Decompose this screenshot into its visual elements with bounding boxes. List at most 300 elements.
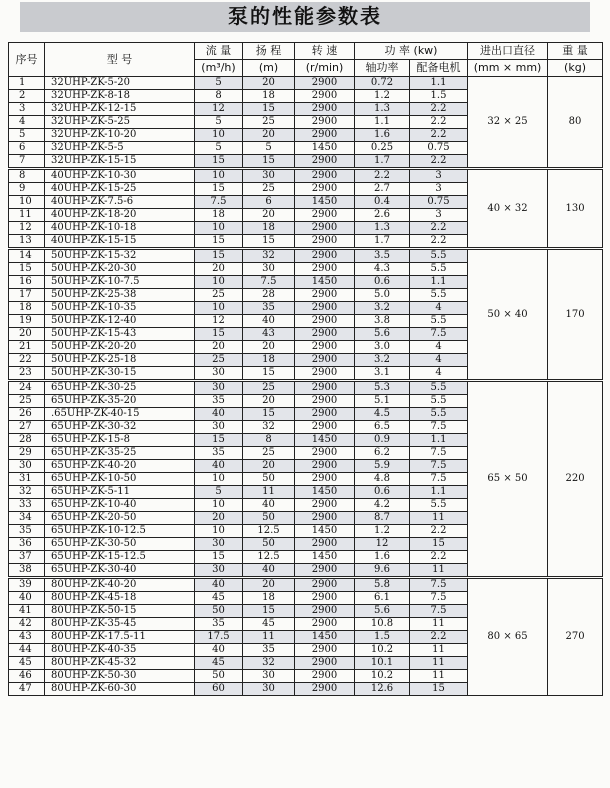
row-number: 42 — [9, 618, 45, 631]
shaft-power-value: 10.2 — [355, 670, 410, 683]
model-name: 50UHP-ZK-10-7.5 — [45, 276, 195, 289]
head-value: 40 — [243, 564, 295, 578]
speed-value: 2900 — [295, 302, 355, 315]
row-number: 8 — [9, 169, 45, 183]
header-shaft-power: 轴功率 — [355, 60, 410, 77]
flow-value: 20 — [195, 263, 243, 276]
model-name: 80UHP-ZK-50-15 — [45, 605, 195, 618]
table-row — [9, 381, 603, 395]
model-name: 50UHP-ZK-25-18 — [45, 354, 195, 367]
motor-power-value: 5.5 — [410, 289, 468, 302]
row-number: 34 — [9, 512, 45, 525]
shaft-power-value: 10.1 — [355, 657, 410, 670]
motor-power-value: 1.1 — [410, 486, 468, 499]
model-name: 40UHP-ZK-15-25 — [45, 183, 195, 196]
motor-power-value: 0.75 — [410, 142, 468, 155]
shaft-power-value: 3.2 — [355, 354, 410, 367]
speed-value: 2900 — [295, 578, 355, 592]
flow-value: 30 — [195, 367, 243, 381]
motor-power-value: 2.2 — [410, 551, 468, 564]
motor-power-value: 2.2 — [410, 103, 468, 116]
flow-value: 60 — [195, 683, 243, 696]
speed-value: 2900 — [295, 421, 355, 434]
head-value: 18 — [243, 592, 295, 605]
header-weight: 重 量 — [548, 43, 603, 60]
flow-value: 10 — [195, 302, 243, 315]
model-name: 40UHP-ZK-10-18 — [45, 222, 195, 235]
row-number: 13 — [9, 235, 45, 249]
shaft-power-value: 5.6 — [355, 605, 410, 618]
head-value: 35 — [243, 302, 295, 315]
motor-power-value: 3 — [410, 183, 468, 196]
motor-power-value: 3 — [410, 169, 468, 183]
speed-value: 1450 — [295, 551, 355, 564]
flow-value: 15 — [195, 155, 243, 169]
row-number: 9 — [9, 183, 45, 196]
speed-value: 2900 — [295, 235, 355, 249]
head-value: 35 — [243, 644, 295, 657]
model-name: 65UHP-ZK-10-40 — [45, 499, 195, 512]
flow-value: 10 — [195, 499, 243, 512]
motor-power-value: 1.1 — [410, 434, 468, 447]
flow-value: 50 — [195, 605, 243, 618]
speed-value: 1450 — [295, 142, 355, 155]
motor-power-value: 1.5 — [410, 90, 468, 103]
speed-value: 2900 — [295, 354, 355, 367]
flow-value: 30 — [195, 564, 243, 578]
pump-parameter-table — [8, 42, 603, 696]
row-number: 18 — [9, 302, 45, 315]
head-value: 18 — [243, 354, 295, 367]
head-value: 20 — [243, 460, 295, 473]
motor-power-value: 2.2 — [410, 525, 468, 538]
shaft-power-value: 0.25 — [355, 142, 410, 155]
motor-power-value: 2.2 — [410, 129, 468, 142]
speed-value: 2900 — [295, 538, 355, 551]
flow-value: 10 — [195, 525, 243, 538]
header-flow: 流 量 — [195, 43, 243, 60]
motor-power-value: 11 — [410, 564, 468, 578]
model-name: 50UHP-ZK-25-38 — [45, 289, 195, 302]
head-value: 20 — [243, 77, 295, 90]
speed-value: 2900 — [295, 683, 355, 696]
speed-value: 2900 — [295, 263, 355, 276]
speed-value: 1450 — [295, 486, 355, 499]
shaft-power-value: 1.6 — [355, 129, 410, 142]
head-value: 32 — [243, 657, 295, 670]
model-name: .65UHP-ZK-40-15 — [45, 408, 195, 421]
motor-power-value: 5.5 — [410, 249, 468, 263]
flow-value: 15 — [195, 249, 243, 263]
shaft-power-value: 12.6 — [355, 683, 410, 696]
shaft-power-value: 5.6 — [355, 328, 410, 341]
speed-value: 2900 — [295, 447, 355, 460]
flow-value: 50 — [195, 670, 243, 683]
speed-value: 1450 — [295, 196, 355, 209]
head-value: 20 — [243, 209, 295, 222]
table-row — [9, 169, 603, 183]
flow-value: 12 — [195, 315, 243, 328]
diameter-cell: 80 × 65 — [468, 578, 548, 696]
shaft-power-value: 1.5 — [355, 631, 410, 644]
row-number: 43 — [9, 631, 45, 644]
row-number: 14 — [9, 249, 45, 263]
shaft-power-value: 6.2 — [355, 447, 410, 460]
speed-value: 2900 — [295, 341, 355, 354]
flow-value: 35 — [195, 395, 243, 408]
speed-value: 2900 — [295, 155, 355, 169]
speed-value: 2900 — [295, 209, 355, 222]
model-name: 40UHP-ZK-15-15 — [45, 235, 195, 249]
model-name: 40UHP-ZK-18-20 — [45, 209, 195, 222]
shaft-power-value: 0.6 — [355, 486, 410, 499]
motor-power-value: 5.5 — [410, 381, 468, 395]
row-number: 29 — [9, 447, 45, 460]
flow-value: 40 — [195, 460, 243, 473]
row-number: 38 — [9, 564, 45, 578]
speed-value: 2900 — [295, 460, 355, 473]
model-name: 50UHP-ZK-20-20 — [45, 341, 195, 354]
shaft-power-value: 8.7 — [355, 512, 410, 525]
diameter-cell: 50 × 40 — [468, 249, 548, 381]
head-value: 6 — [243, 196, 295, 209]
model-name: 65UHP-ZK-15-8 — [45, 434, 195, 447]
shaft-power-value: 10.2 — [355, 644, 410, 657]
model-name: 65UHP-ZK-20-50 — [45, 512, 195, 525]
head-value: 30 — [243, 169, 295, 183]
weight-cell: 130 — [548, 169, 603, 249]
speed-value: 2900 — [295, 564, 355, 578]
head-value: 40 — [243, 315, 295, 328]
head-value: 15 — [243, 367, 295, 381]
speed-value: 2900 — [295, 657, 355, 670]
table-row — [9, 578, 603, 592]
motor-power-value: 11 — [410, 618, 468, 631]
model-name: 50UHP-ZK-10-35 — [45, 302, 195, 315]
shaft-power-value: 5.0 — [355, 289, 410, 302]
model-name: 80UHP-ZK-40-35 — [45, 644, 195, 657]
speed-value: 2900 — [295, 289, 355, 302]
row-number: 2 — [9, 90, 45, 103]
shaft-power-value: 4.2 — [355, 499, 410, 512]
diameter-cell: 40 × 32 — [468, 169, 548, 249]
row-number: 27 — [9, 421, 45, 434]
motor-power-value: 7.5 — [410, 578, 468, 592]
speed-value: 2900 — [295, 395, 355, 408]
head-value: 32 — [243, 249, 295, 263]
header-head-unit: (m) — [243, 60, 295, 77]
head-value: 12.5 — [243, 551, 295, 564]
flow-value: 30 — [195, 538, 243, 551]
flow-value: 40 — [195, 408, 243, 421]
head-value: 25 — [243, 381, 295, 395]
motor-power-value: 7.5 — [410, 421, 468, 434]
shaft-power-value: 6.1 — [355, 592, 410, 605]
motor-power-value: 7.5 — [410, 447, 468, 460]
shaft-power-value: 5.9 — [355, 460, 410, 473]
shaft-power-value: 5.3 — [355, 381, 410, 395]
row-number: 31 — [9, 473, 45, 486]
flow-value: 15 — [195, 183, 243, 196]
row-number: 47 — [9, 683, 45, 696]
shaft-power-value: 1.2 — [355, 525, 410, 538]
speed-value: 2900 — [295, 473, 355, 486]
model-name: 32UHP-ZK-10-20 — [45, 129, 195, 142]
motor-power-value: 7.5 — [410, 460, 468, 473]
model-name: 50UHP-ZK-15-32 — [45, 249, 195, 263]
speed-value: 2900 — [295, 116, 355, 129]
model-name: 32UHP-ZK-12-15 — [45, 103, 195, 116]
speed-value: 2900 — [295, 499, 355, 512]
head-value: 15 — [243, 408, 295, 421]
model-name: 80UHP-ZK-45-18 — [45, 592, 195, 605]
flow-value: 18 — [195, 209, 243, 222]
head-value: 20 — [243, 341, 295, 354]
model-name: 32UHP-ZK-5-5 — [45, 142, 195, 155]
shaft-power-value: 4.3 — [355, 263, 410, 276]
model-name: 80UHP-ZK-17.5-11 — [45, 631, 195, 644]
header-weight-unit: (kg) — [548, 60, 603, 77]
row-number: 12 — [9, 222, 45, 235]
speed-value: 2900 — [295, 129, 355, 142]
head-value: 25 — [243, 447, 295, 460]
row-number: 23 — [9, 367, 45, 381]
row-number: 46 — [9, 670, 45, 683]
flow-value: 10 — [195, 129, 243, 142]
model-name: 65UHP-ZK-30-50 — [45, 538, 195, 551]
motor-power-value: 4 — [410, 367, 468, 381]
motor-power-value: 7.5 — [410, 473, 468, 486]
head-value: 40 — [243, 499, 295, 512]
head-value: 50 — [243, 473, 295, 486]
row-number: 16 — [9, 276, 45, 289]
flow-value: 45 — [195, 657, 243, 670]
head-value: 25 — [243, 116, 295, 129]
model-name: 40UHP-ZK-10-30 — [45, 169, 195, 183]
row-number: 45 — [9, 657, 45, 670]
header-motor-power: 配备电机 — [410, 60, 468, 77]
weight-cell: 170 — [548, 249, 603, 381]
shaft-power-value: 5.8 — [355, 578, 410, 592]
shaft-power-value: 3.2 — [355, 302, 410, 315]
speed-value: 2900 — [295, 618, 355, 631]
flow-value: 5 — [195, 142, 243, 155]
head-value: 15 — [243, 235, 295, 249]
model-name: 32UHP-ZK-5-25 — [45, 116, 195, 129]
row-number: 44 — [9, 644, 45, 657]
shaft-power-value: 1.6 — [355, 551, 410, 564]
speed-value: 2900 — [295, 90, 355, 103]
flow-value: 20 — [195, 341, 243, 354]
model-name: 65UHP-ZK-15-12.5 — [45, 551, 195, 564]
model-name: 80UHP-ZK-40-20 — [45, 578, 195, 592]
model-name: 65UHP-ZK-5-11 — [45, 486, 195, 499]
motor-power-value: 15 — [410, 683, 468, 696]
motor-power-value: 11 — [410, 644, 468, 657]
model-name: 65UHP-ZK-10-12.5 — [45, 525, 195, 538]
motor-power-value: 2.2 — [410, 631, 468, 644]
flow-value: 10 — [195, 473, 243, 486]
speed-value: 2900 — [295, 605, 355, 618]
flow-value: 15 — [195, 434, 243, 447]
header-speed: 转 速 — [295, 43, 355, 60]
diameter-cell: 32 × 25 — [468, 77, 548, 169]
model-name: 80UHP-ZK-60-30 — [45, 683, 195, 696]
shaft-power-value: 12 — [355, 538, 410, 551]
flow-value: 5 — [195, 77, 243, 90]
head-value: 15 — [243, 155, 295, 169]
shaft-power-value: 1.2 — [355, 90, 410, 103]
header-no: 序号 — [9, 43, 45, 77]
flow-value: 12 — [195, 103, 243, 116]
row-number: 26 — [9, 408, 45, 421]
motor-power-value: 2.2 — [410, 235, 468, 249]
table-row — [9, 249, 603, 263]
model-name: 80UHP-ZK-45-32 — [45, 657, 195, 670]
head-value: 18 — [243, 222, 295, 235]
motor-power-value: 7.5 — [410, 328, 468, 341]
speed-value: 2900 — [295, 670, 355, 683]
model-name: 65UHP-ZK-30-40 — [45, 564, 195, 578]
model-name: 50UHP-ZK-15-43 — [45, 328, 195, 341]
head-value: 5 — [243, 142, 295, 155]
row-number: 1 — [9, 77, 45, 90]
header-diameter: 进出口直径 — [468, 43, 548, 60]
row-number: 17 — [9, 289, 45, 302]
row-number: 19 — [9, 315, 45, 328]
model-name: 32UHP-ZK-15-15 — [45, 155, 195, 169]
motor-power-value: 2.2 — [410, 116, 468, 129]
speed-value: 1450 — [295, 276, 355, 289]
flow-value: 5 — [195, 116, 243, 129]
diameter-cell: 65 × 50 — [468, 381, 548, 578]
shaft-power-value: 4.5 — [355, 408, 410, 421]
flow-value: 5 — [195, 486, 243, 499]
speed-value: 2900 — [295, 249, 355, 263]
shaft-power-value: 3.1 — [355, 367, 410, 381]
header-flow-unit: (m³/h) — [195, 60, 243, 77]
flow-value: 30 — [195, 421, 243, 434]
motor-power-value: 7.5 — [410, 605, 468, 618]
speed-value: 2900 — [295, 381, 355, 395]
shaft-power-value: 6.5 — [355, 421, 410, 434]
model-name: 50UHP-ZK-20-30 — [45, 263, 195, 276]
model-name: 50UHP-ZK-12-40 — [45, 315, 195, 328]
flow-value: 35 — [195, 447, 243, 460]
row-number: 37 — [9, 551, 45, 564]
model-name: 65UHP-ZK-10-50 — [45, 473, 195, 486]
head-value: 30 — [243, 683, 295, 696]
row-number: 35 — [9, 525, 45, 538]
shaft-power-value: 5.1 — [355, 395, 410, 408]
speed-value: 2900 — [295, 77, 355, 90]
motor-power-value: 15 — [410, 538, 468, 551]
head-value: 15 — [243, 103, 295, 116]
motor-power-value: 4 — [410, 341, 468, 354]
row-number: 21 — [9, 341, 45, 354]
motor-power-value: 11 — [410, 512, 468, 525]
speed-value: 2900 — [295, 644, 355, 657]
flow-value: 40 — [195, 578, 243, 592]
speed-value: 2900 — [295, 512, 355, 525]
table-row — [9, 77, 603, 90]
head-value: 28 — [243, 289, 295, 302]
speed-value: 1450 — [295, 525, 355, 538]
motor-power-value: 1.1 — [410, 276, 468, 289]
row-number: 39 — [9, 578, 45, 592]
flow-value: 10 — [195, 276, 243, 289]
model-name: 32UHP-ZK-8-18 — [45, 90, 195, 103]
motor-power-value: 2.2 — [410, 222, 468, 235]
header-power: 功 率 (kw) — [355, 43, 468, 60]
row-number: 40 — [9, 592, 45, 605]
shaft-power-value: 2.6 — [355, 209, 410, 222]
motor-power-value: 7.5 — [410, 592, 468, 605]
head-value: 15 — [243, 605, 295, 618]
flow-value: 20 — [195, 512, 243, 525]
head-value: 50 — [243, 538, 295, 551]
speed-value: 2900 — [295, 169, 355, 183]
shaft-power-value: 1.7 — [355, 155, 410, 169]
weight-cell: 80 — [548, 77, 603, 169]
row-number: 5 — [9, 129, 45, 142]
head-value: 11 — [243, 486, 295, 499]
motor-power-value: 5.5 — [410, 263, 468, 276]
shaft-power-value: 0.6 — [355, 276, 410, 289]
shaft-power-value: 9.6 — [355, 564, 410, 578]
head-value: 30 — [243, 670, 295, 683]
shaft-power-value: 0.9 — [355, 434, 410, 447]
row-number: 36 — [9, 538, 45, 551]
speed-value: 2900 — [295, 315, 355, 328]
motor-power-value: 0.75 — [410, 196, 468, 209]
head-value: 50 — [243, 512, 295, 525]
row-number: 3 — [9, 103, 45, 116]
page-title: 泵的性能参数表 — [228, 4, 382, 28]
shaft-power-value: 1.3 — [355, 222, 410, 235]
flow-value: 15 — [195, 328, 243, 341]
motor-power-value: 4 — [410, 354, 468, 367]
shaft-power-value: 1.1 — [355, 116, 410, 129]
speed-value: 2900 — [295, 183, 355, 196]
row-number: 15 — [9, 263, 45, 276]
row-number: 25 — [9, 395, 45, 408]
shaft-power-value: 3.8 — [355, 315, 410, 328]
speed-value: 2900 — [295, 103, 355, 116]
head-value: 43 — [243, 328, 295, 341]
flow-value: 8 — [195, 90, 243, 103]
speed-value: 2900 — [295, 222, 355, 235]
head-value: 25 — [243, 183, 295, 196]
weight-cell: 220 — [548, 381, 603, 578]
speed-value: 2900 — [295, 408, 355, 421]
header-head: 扬 程 — [243, 43, 295, 60]
row-number: 33 — [9, 499, 45, 512]
row-number: 10 — [9, 196, 45, 209]
model-name: 80UHP-ZK-50-30 — [45, 670, 195, 683]
row-number: 20 — [9, 328, 45, 341]
head-value: 30 — [243, 263, 295, 276]
row-number: 41 — [9, 605, 45, 618]
head-value: 18 — [243, 90, 295, 103]
speed-value: 1450 — [295, 434, 355, 447]
model-name: 65UHP-ZK-35-20 — [45, 395, 195, 408]
shaft-power-value: 2.2 — [355, 169, 410, 183]
row-number: 30 — [9, 460, 45, 473]
head-value: 45 — [243, 618, 295, 631]
head-value: 12.5 — [243, 525, 295, 538]
model-name: 50UHP-ZK-30-15 — [45, 367, 195, 381]
